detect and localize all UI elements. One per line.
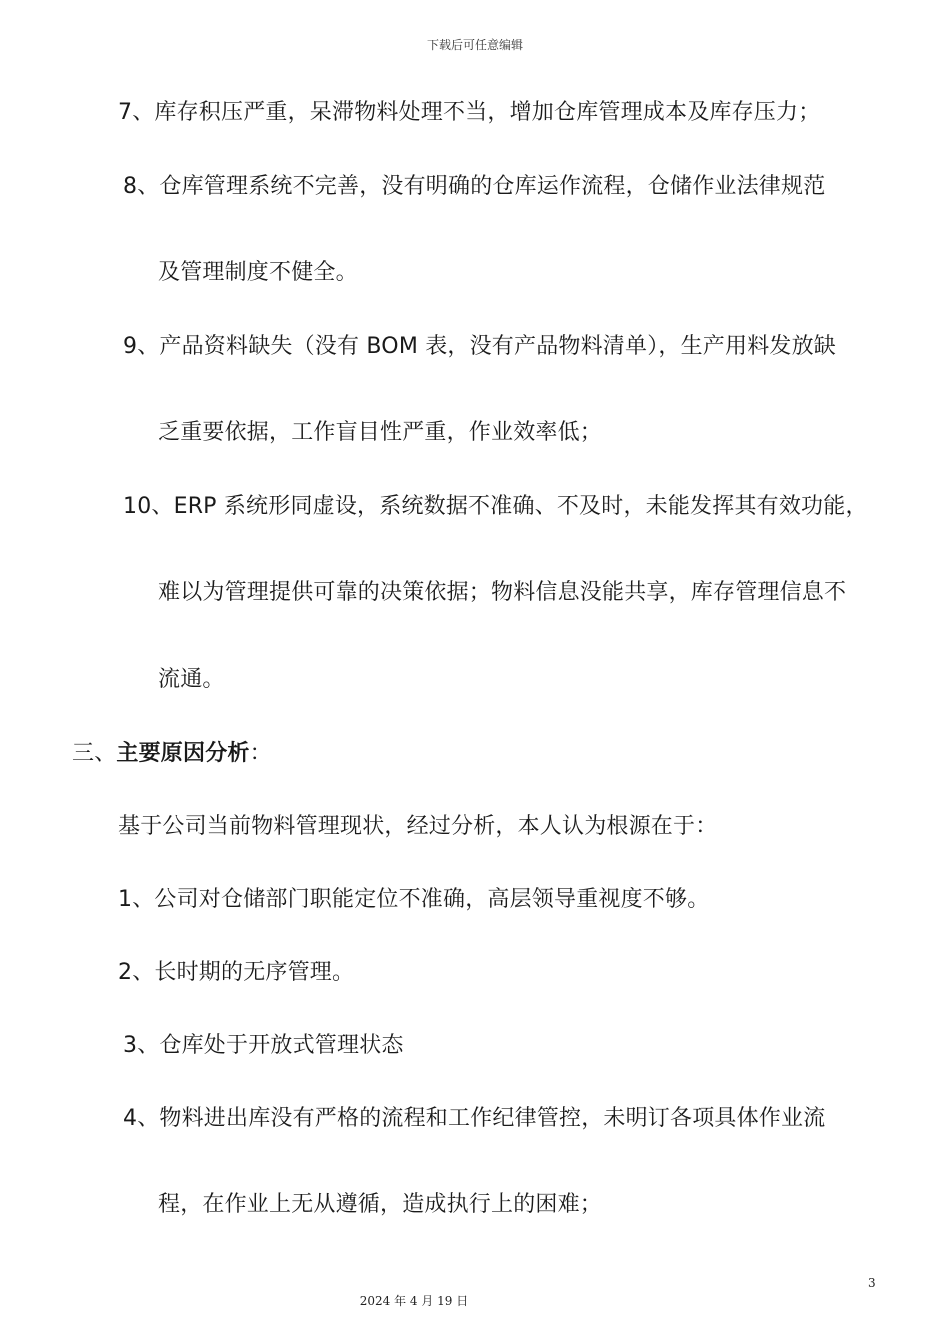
body-line-8-cont: 及管理制度不健全。	[158, 260, 358, 285]
cause-line-4-cont: 程，在作业上无从遵循，造成执行上的困难；	[158, 1192, 603, 1217]
cause-line-4: 4、物料进出库没有严格的流程和工作纪律管控，未明订各项具体作业流	[123, 1106, 826, 1131]
section-colon: ：	[249, 741, 272, 766]
section-number: 三、	[72, 741, 117, 766]
body-line-7: 7、库存积压严重，呆滞物料处理不当，增加仓库管理成本及库存压力；	[118, 100, 821, 125]
section-intro: 基于公司当前物料管理现状，经过分析，本人认为根源在于：	[118, 814, 718, 839]
cause-line-1: 1、公司对仓储部门职能定位不准确，高层领导重视度不够。	[118, 887, 710, 912]
page-header: 下载后可任意编辑	[426, 38, 523, 52]
footer-date: 2024 年 4 月 19 日	[359, 1294, 469, 1308]
body-line-8: 8、仓库管理系统不完善，没有明确的仓库运作流程，仓储作业法律规范	[123, 174, 826, 199]
body-line-9-cont: 乏重要依据，工作盲目性严重，作业效率低；	[158, 420, 603, 445]
body-line-9: 9、产品资料缺失（没有 BOM 表，没有产品物料清单），生产用料发放缺	[123, 334, 836, 359]
cause-line-3: 3、仓库处于开放式管理状态	[123, 1033, 404, 1058]
section-heading	[72, 740, 272, 768]
cause-line-2: 2、长时期的无序管理。	[118, 960, 355, 985]
section-title: 主要原因分析	[116, 741, 250, 766]
page-number: 3	[868, 1276, 876, 1290]
body-line-10-cont-2: 流通。	[158, 667, 225, 692]
body-line-10: 10、ERP 系统形同虚设，系统数据不准确、不及时，未能发挥其有效功能，	[123, 494, 868, 519]
body-line-10-cont-1: 难以为管理提供可靠的决策依据；物料信息没能共享，库存管理信息不	[158, 580, 847, 605]
